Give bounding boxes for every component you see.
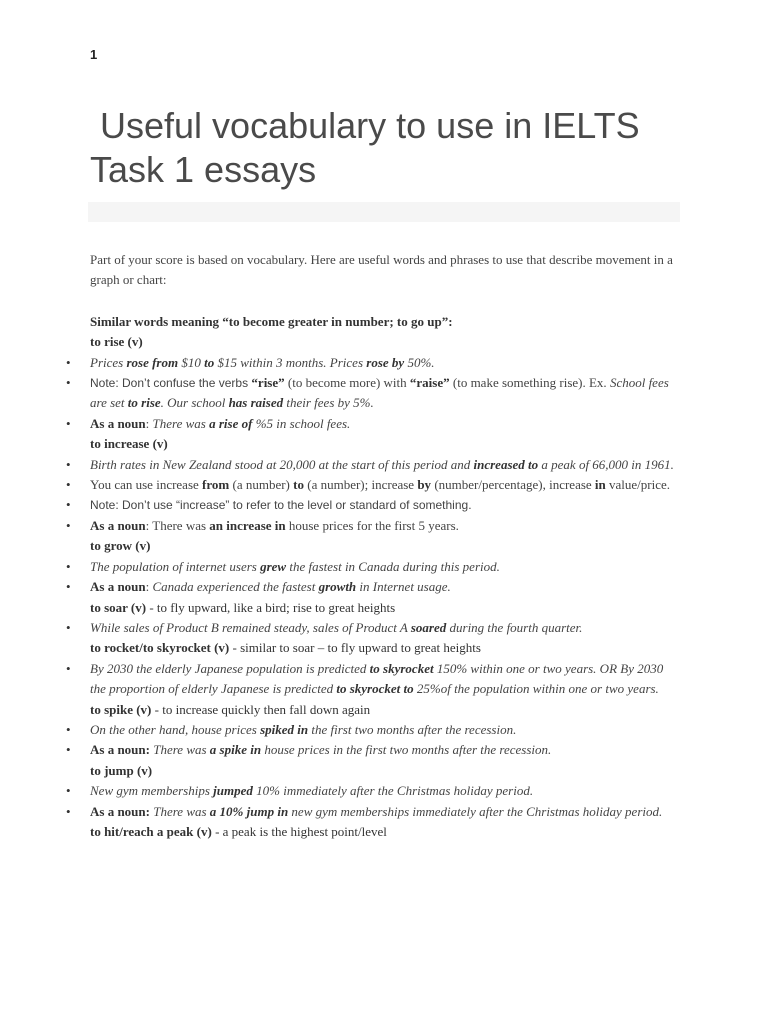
list-item: • As a noun: Canada experienced the fastest growth in Internet usage. [90, 577, 680, 597]
increase-list [90, 455, 680, 537]
list-item: • New gym memberships jumped 10% immediately after the Christmas holiday period. [90, 781, 680, 801]
term-jump: to jump (v) [90, 762, 153, 778]
soar-list [90, 618, 680, 638]
list-item: • While sales of Product B remained steady, sales of Product A soared during the fourth quarter. [90, 618, 680, 638]
skyrocket-list [90, 659, 680, 700]
list-item: • On the other hand, house prices spiked in the first two months after the recession. [90, 720, 680, 740]
rise-list [90, 353, 680, 435]
list-item: • Prices rose from $10 to $15 within 3 months. Prices rose by 50%. [90, 353, 680, 373]
term-grow: to grow (v) [90, 538, 151, 554]
page-title: Useful vocabulary to use in IELTS Task 1 essays [90, 105, 649, 190]
list-item: • By 2030 the elderly Japanese population is predicted to skyrocket 150% within one or two years. OR By 2030 the proportion of elderly Japanese is predicted to skyrocket to 25%of the population within one or two years. [90, 659, 680, 700]
term-increase: to increase (v) [90, 436, 168, 452]
section-heading: Similar words meaning “to become greater in number; to go up”: [90, 313, 453, 329]
term-soar: to soar (v) - to fly upward, like a bird; rise to great heights [90, 599, 396, 615]
title-underline-band [88, 202, 680, 222]
term-spike: to spike (v) - to increase quickly then fall down again [90, 701, 371, 717]
document-body [90, 250, 680, 842]
list-item: • As a noun: There was an increase in house prices for the first 5 years. [90, 516, 680, 536]
list-item: • Note: Don’t confuse the verbs “rise” (to become more) with “raise” (to make something rise). Ex. School fees are set to rise. Our school has raised their fees by 5%. [90, 373, 680, 414]
list-item: • Note: Don’t use “increase” to refer to the level or standard of something. [90, 495, 680, 515]
list-item: • As a noun: There was a spike in house prices in the first two months after the recession. [90, 740, 680, 760]
list-item: • Birth rates in New Zealand stood at 20,000 at the start of this period and increased to a peak of 66,000 in 1961. [90, 455, 680, 475]
page-number: 1 [90, 47, 98, 62]
jump-list [90, 781, 680, 822]
spike-list [90, 720, 680, 761]
list-item: • The population of internet users grew the fastest in Canada during this period. [90, 557, 680, 577]
list-item: • You can use increase from (a number) to (a number); increase by (number/percentage), increase in value/price. [90, 475, 680, 495]
intro-paragraph: Part of your score is based on vocabulary. Here are useful words and phrases to use that describe movement in a graph or chart: [90, 252, 673, 288]
list-item: • As a noun: There was a 10% jump in new gym memberships immediately after the Christmas holiday period. [90, 802, 680, 822]
grow-list [90, 557, 680, 598]
term-skyrocket: to rocket/to skyrocket (v) - similar to soar – to fly upward to great heights [90, 640, 481, 656]
term-rise: to rise (v) [90, 334, 143, 350]
list-item: • As a noun: There was a rise of %5 in school fees. [90, 414, 680, 434]
term-peak: to hit/reach a peak (v) - a peak is the highest point/level [90, 823, 387, 839]
